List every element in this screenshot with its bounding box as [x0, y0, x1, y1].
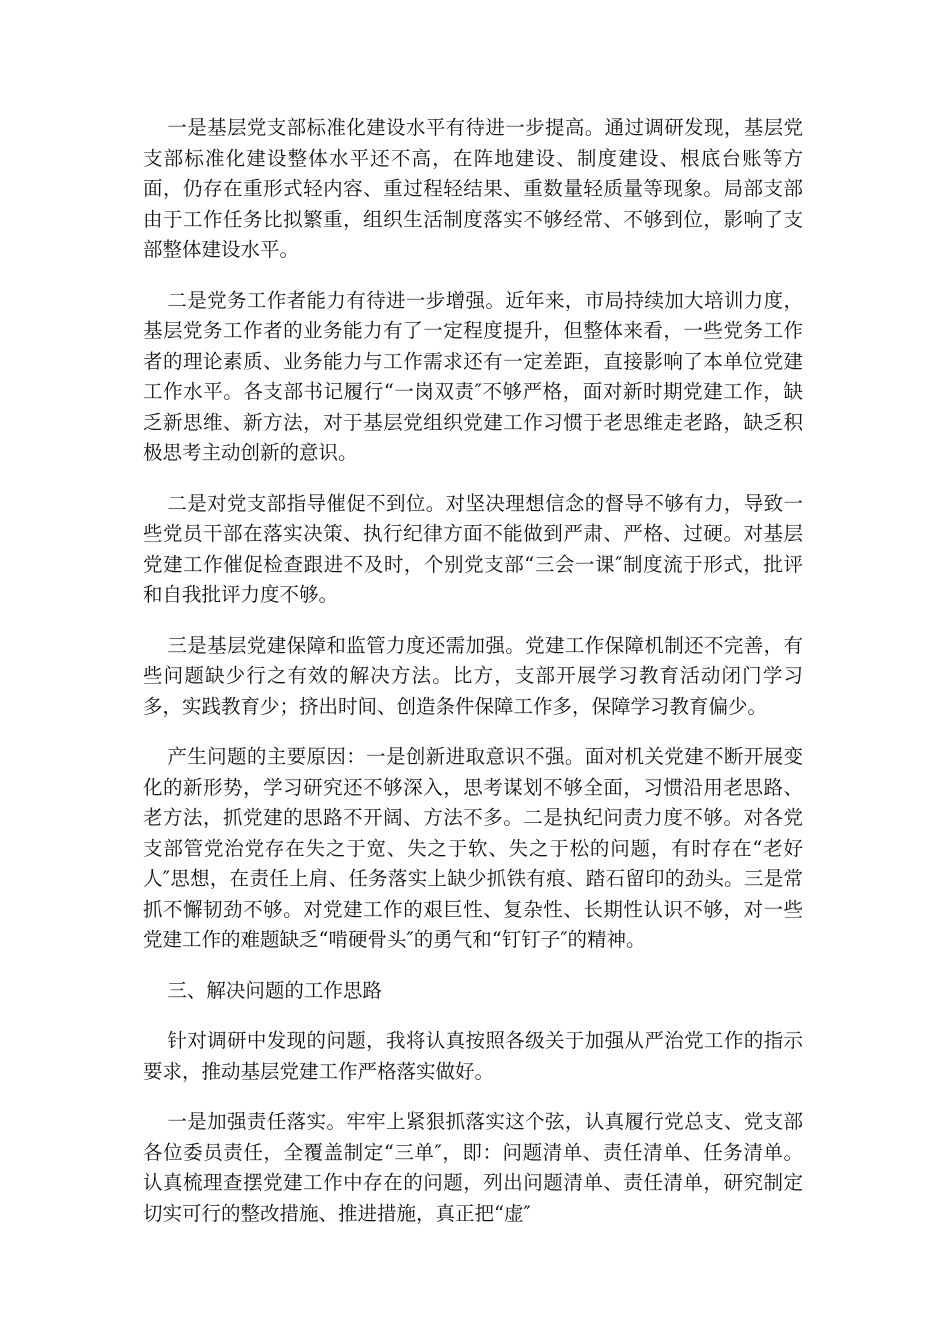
- document-page: [143, 113, 803, 1249]
- paragraph-2: 二是党务工作者能力有待进一步增强。近年来，市局持续加大培训力度，基层党务工作者的业务能力有了一定程度提升，但整体来看，一些党务工作者的理论素质、业务能力与工作需求还有一定差距，直接影响了本单位党建工作水平。各支部书记履行“一岗双责″不够严格，面对新时期党建工作，缺乏新思维、新方法，对于基层党组织党建工作习惯于老思维走老路，缺乏积极思考主动创新的意识。: [143, 288, 803, 464]
- paragraph-5: 产生问题的主要原因：一是创新进取意识不强。面对机关党建不断开展变化的新形势，学习研究还不够深入，思考谋划不够全面，习惯沿用老思路、老方法，抓党建的思路不开阔、方法不多。二是执纪问责力度不够。对各党支部管党治党存在失之于宽、失之于软、失之于松的问题，有时存在“老好人″思想，在责任上肩、任务落实上缺少抓铁有痕、踏石留印的劲头。三是常抓不懈韧劲不够。对党建工作的艰巨性、复杂性、长期性认识不够，对一些党建工作的难题缺乏“啃硬骨头″的勇气和“钉钉子″的精神。: [143, 745, 803, 951]
- paragraph-6: 针对调研中发现的问题，我将认真按照各级关于加强从严治党工作的指示要求，推动基层党建工作严格落实做好。: [143, 1029, 803, 1083]
- paragraph-4: 三是基层党建保障和监管力度还需加强。党建工作保障机制还不完善，有些问题缺少行之有效的解决方法。比方，支部开展学习教育活动闭门学习多，实践教育少；挤出时间、创造条件保障工作多，保障学习教育偏少。: [143, 633, 803, 718]
- paragraph-3: 二是对党支部指导催促不到位。对坚决理想信念的督导不够有力，导致一些党员干部在落实决策、执行纪律方面不能做到严肃、严格、过硬。对基层党建工作催促检查跟进不及时，个别党支部“三会一课″制度流于形式，批评和自我批评力度不够。: [143, 491, 803, 606]
- section-heading: 三、解决问题的工作思路: [167, 978, 382, 1002]
- paragraph-7: 一是加强责任落实。牢牢上紧狠抓落实这个弦，认真履行党总支、党支部各位委员责任，全覆盖制定“三单″，即：问题清单、责任清单、任务清单。认真梳理查摆党建工作中存在的问题，列出问题清单、责任清单，研究制定切实可行的整改措施、推进措施，真正把“虚″: [143, 1110, 803, 1225]
- paragraph-1: 一是基层党支部标准化建设水平有待进一步提高。通过调研发现，基层党支部标准化建设整体水平还不高，在阵地建设、制度建设、根底台账等方面，仍存在重形式轻内容、重过程轻结果、重数量轻质量等现象。局部支部由于工作任务比拟繁重，组织生活制度落实不够经常、不够到位，影响了支部整体建设水平。: [143, 116, 803, 261]
